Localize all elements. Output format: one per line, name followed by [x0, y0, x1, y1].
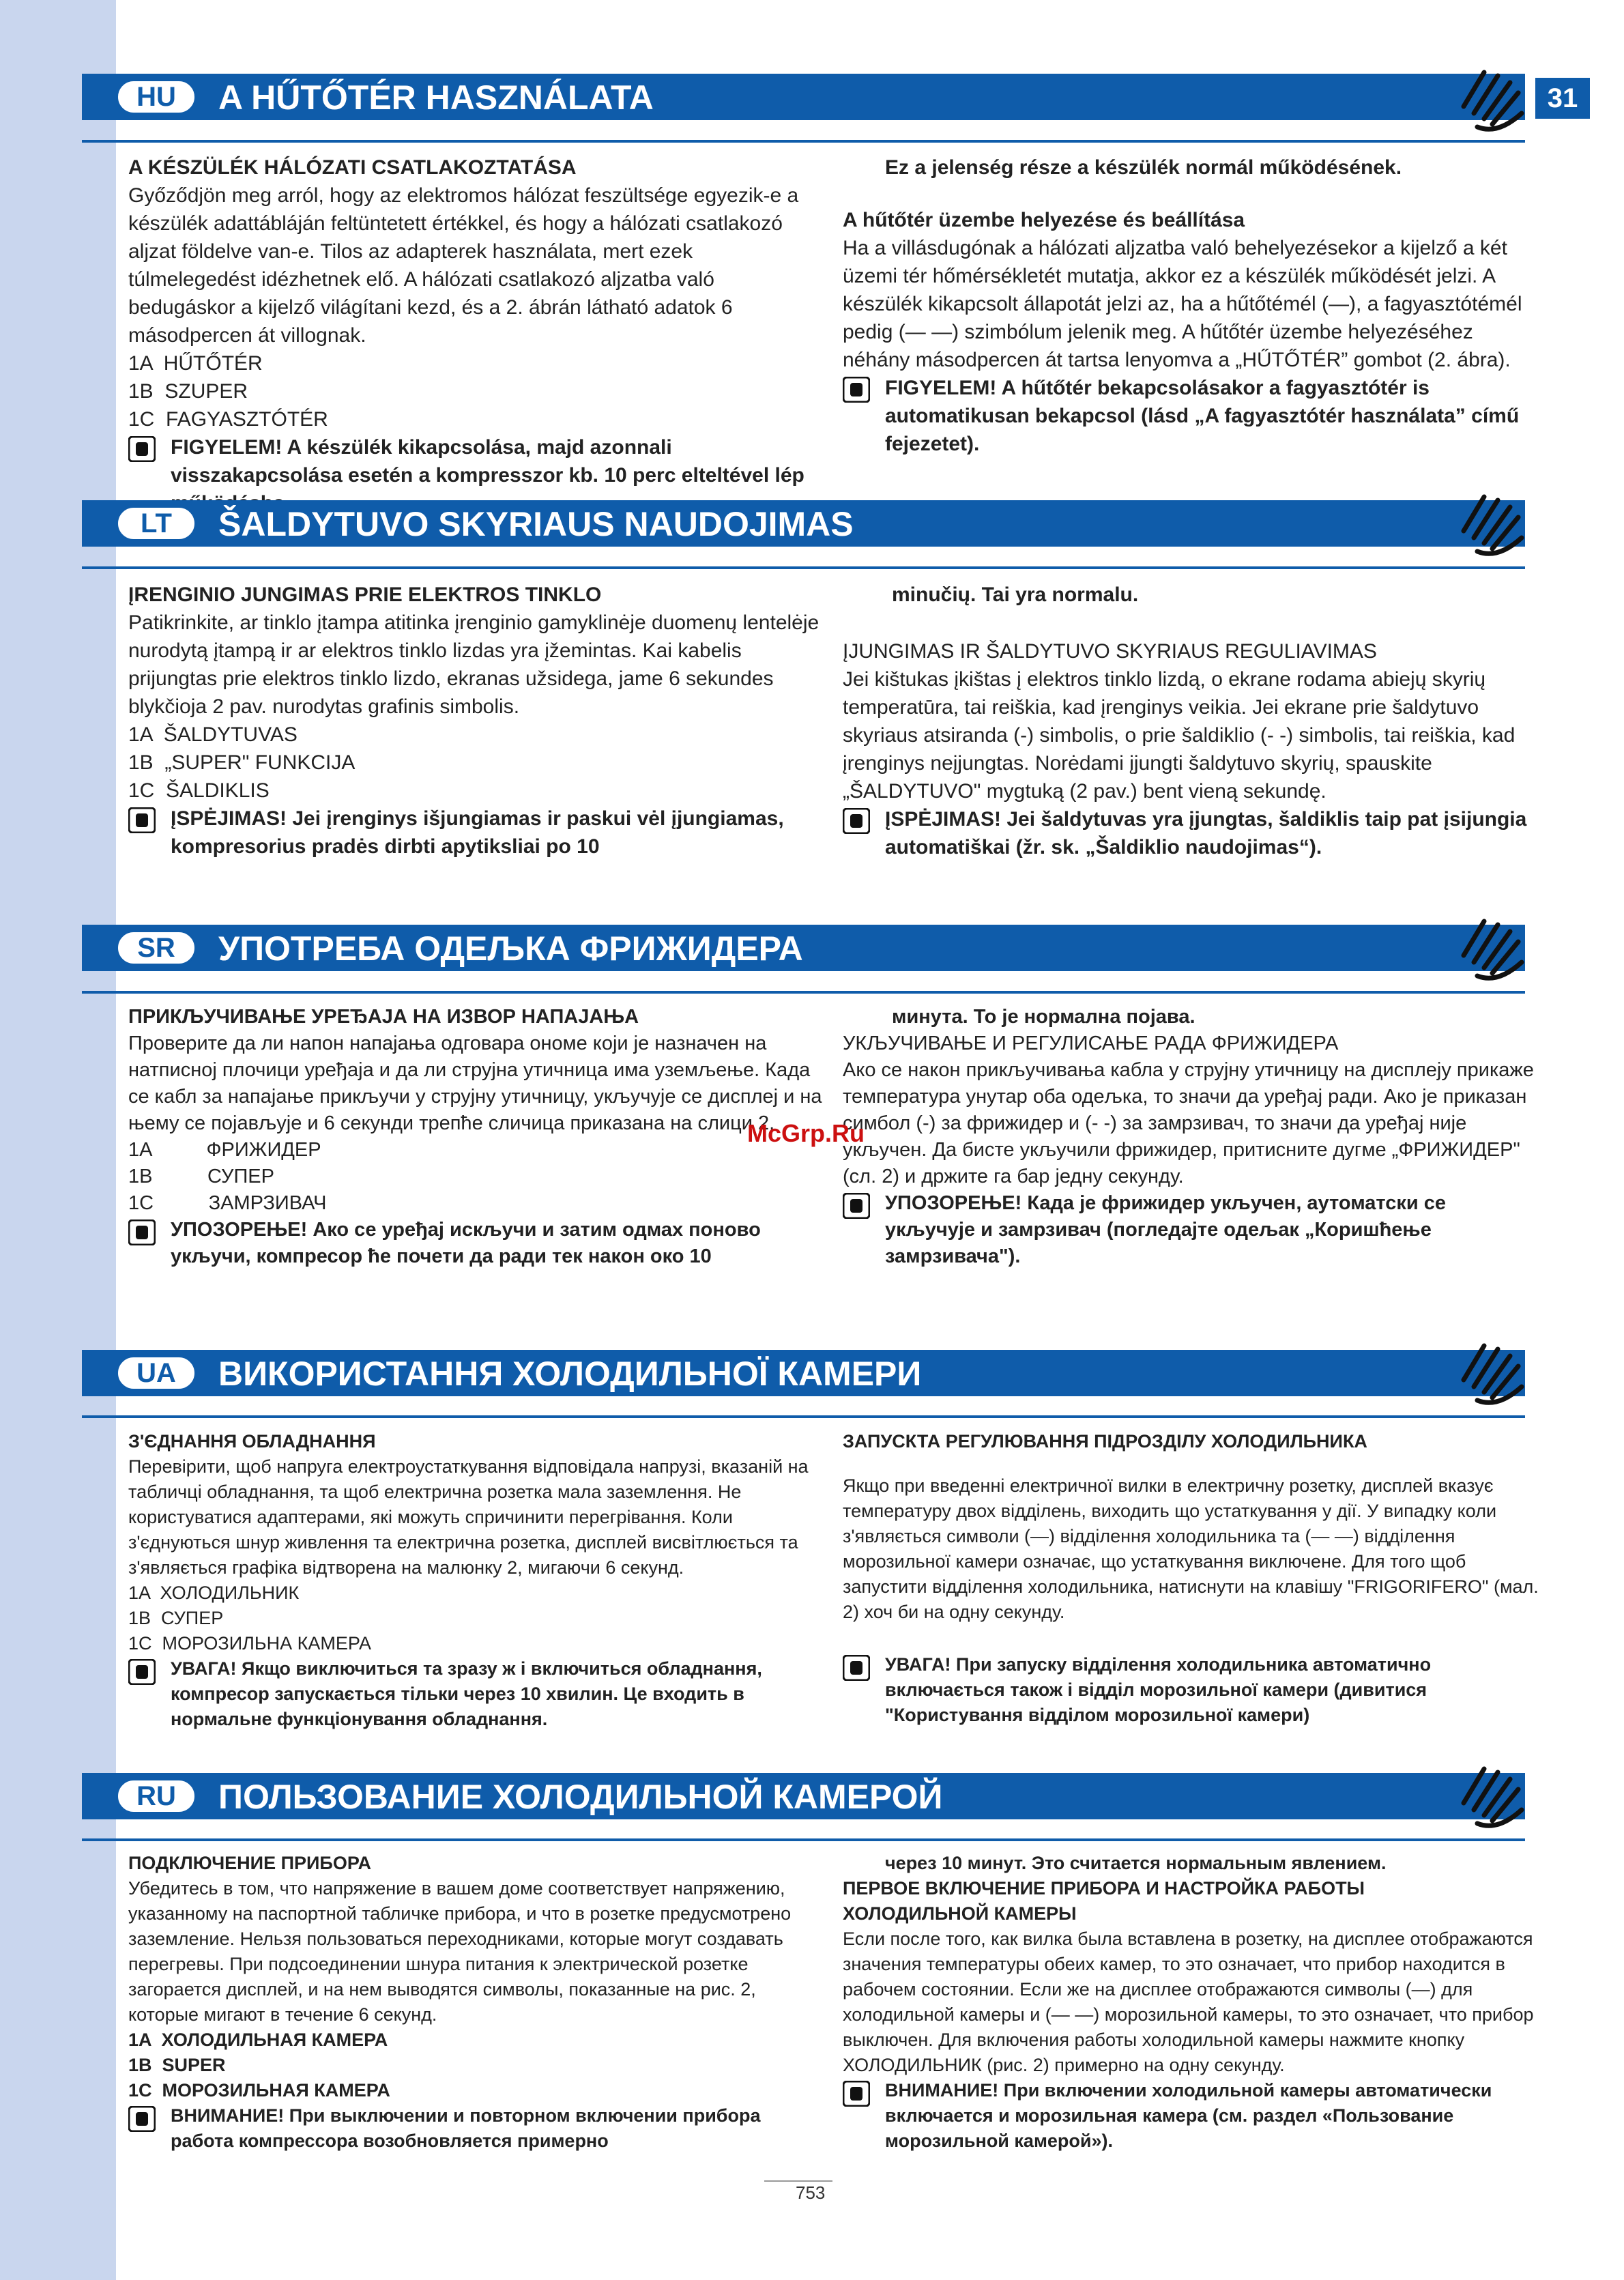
lt-right-continuation: minučių. Tai yra normalu.: [892, 583, 1139, 606]
hu-left-heading: A KÉSZÜLÉK HÁLÓZATI CSATLAKOZTATÁSA: [128, 156, 577, 179]
lang-badge-ru: RU: [116, 1778, 197, 1814]
section-title-hu: A HŰTŐTÉR HASZNÁLATA: [218, 78, 654, 117]
lt-left-warning: [128, 805, 824, 861]
ua-right-column: [843, 1429, 1539, 1728]
lang-badge-ua: UA: [116, 1355, 197, 1391]
lang-badge-hu: HU: [116, 79, 197, 115]
lt-right-warning: [843, 805, 1539, 861]
hand-icon: [1450, 908, 1532, 990]
ua-right-warning: [843, 1652, 1539, 1728]
hu-list-item: 1B SZUPER: [128, 380, 248, 403]
section-rule: [82, 991, 1525, 994]
section-title-sr: УПОТРЕБА ОДЕЉКА ФРИЖИДЕРА: [218, 929, 803, 968]
section-title-ua: ВИКОРИСТАННЯ ХОЛОДИЛЬНОЇ КАМЕРИ: [218, 1355, 922, 1393]
hu-right-warning: [843, 374, 1539, 458]
ru-right-warning: [843, 2078, 1539, 2154]
ru-left-body: Убедитесь в том, что напряжение в вашем доме соответствует напряжению, указанному на паспортной табличке прибора, и что в розетке предусмотрено заземление. Нельзя пользоваться переходниками, которые могут создавать перегревы. При подсоединении шнура питания к электрической розетке загорается дисплей, и на нем выводятся символы, показанные на рис. 2, которые мигают в течение 6 секунд.: [128, 1878, 792, 2025]
lt-list-item: 1B „SUPER" FUNKCIJA: [128, 751, 356, 774]
ua-left-warning: [128, 1656, 824, 1732]
ua-right-heading: ЗАПУСКТА РЕГУЛЮВАННЯ ПІДРОЗДІЛУ ХОЛОДИЛЬНИКА: [843, 1431, 1367, 1452]
lt-right-heading: ĮJUNGIMAS IR ŠALDYTUVO SKYRIAUS REGULIAVIMAS: [843, 640, 1377, 663]
footer-divider: [764, 2180, 832, 2182]
sr-left-warning: [128, 1217, 824, 1270]
warning-hand-icon: [843, 808, 870, 834]
section-header-ua: [82, 1350, 1525, 1396]
hu-left-body: Győződjön meg arról, hogy az elektromos hálózat feszültsége egyezik-e a készülék adattábláján feltüntetett értékkel, és hogy a hálózati csatlakozó aljzat földelve van-e. Tilos az adapterek használata, mert ezek túlmelegedést idézhetnek elő. A hálózati csatlakozó aljzatba való bedugáskor a kijelző világítani kezd, és a 2. ábrán látható adatok 6 másodpercen át villognak.: [128, 184, 799, 347]
ua-list-item: 1A ХОЛОДИЛЬНИК: [128, 1583, 300, 1603]
lt-right-column: [843, 581, 1539, 861]
ru-right-continuation: через 10 минут. Это считается нормальным явлением.: [885, 1853, 1387, 1873]
hand-icon: [1450, 59, 1532, 141]
section-title-lt: ŠALDYTUVO SKYRIAUS NAUDOJIMAS: [218, 505, 854, 543]
left-color-strip: [0, 0, 116, 2280]
warning-hand-icon: [843, 1655, 870, 1681]
ru-left-warning-text: ВНИМАНИЕ! При выключении и повторном включении прибора работа компрессора возобновляется примерно: [171, 2105, 761, 2151]
section-header-lt: [82, 500, 1525, 547]
section-header-sr: [82, 925, 1525, 971]
sr-list-item: 1A ФРИЖИДЕР: [128, 1139, 321, 1161]
ru-right-heading: ПЕРВОЕ ВКЛЮЧЕНИЕ ПРИБОРА И НАСТРОЙКА РАБОТЫ ХОЛОДИЛЬНОЙ КАМЕРЫ: [843, 1878, 1365, 1924]
ru-left-warning: [128, 2103, 824, 2154]
lt-left-column: [128, 581, 824, 861]
warning-hand-icon: [843, 1193, 870, 1219]
ru-list-item: 1A ХОЛОДИЛЬНАЯ КАМЕРА: [128, 2030, 388, 2050]
lt-list-item: 1A ŠALDYTUVAS: [128, 723, 298, 746]
ua-left-column: [128, 1429, 824, 1732]
ua-list-item: 1B СУПЕР: [128, 1608, 224, 1628]
hu-right-body: Ha a villásdugónak a hálózati aljzatba való behelyezésekor a kijelző a két üzemi tér hőmérsékletét mutatja, akkor ez a készülék működését jelzi. A készülék kikapcsolt állapotát jelzi az, ha a hűtőtémél (—), a fagyasztótémél pedig (— —) szimbólum jelenik meg. A hűtőtér üzembe helyezéséhez néhány másodpercen át tartsa lenyomva a „HŰTŐTÉR” gombot (2. ábra).: [843, 237, 1522, 371]
hu-right-column: [843, 154, 1539, 458]
hu-list-item: 1A HŰTŐTÉR: [128, 352, 263, 375]
lang-badge-lt: LT: [116, 506, 197, 541]
lt-left-heading: ĮRENGINIO JUNGIMAS PRIE ELEKTROS TINKLO: [128, 583, 602, 606]
warning-hand-icon: [128, 1220, 156, 1245]
ru-list-item: 1B SUPER: [128, 2055, 226, 2075]
sr-left-body: Проверите да ли напон напајања одговара ономе који је назначен на натписној плочици уређаја и да ли струјна утичница има уземљење. Када се кабл за напајање прикључи у струјну утичницу, укључује се дисплеј и на њему се појављује и 6 секунди трепће сличица приказана на слици 2.: [128, 1033, 822, 1134]
sr-right-body: Ако се након прикључивања кабла у струјну утичницу на дисплеју прикаже температура унутар оба одељка, то значи да уређај ради. Ако је приказан симбол (-) за фрижидер и (- -) за замрзивач, то значи да уређај није укључен. Да бисте укључили фрижидер, притисните дугме „ФРИЖИДЕР" (сл. 2) и држите га бар једну секунду.: [843, 1059, 1534, 1187]
ua-left-warning-text: УВАГА! Якщо виключиться та зразу ж і включиться обладнання, компресор запускається тільки через 10 хвилин. Це входить в нормальне функціонування обладнання.: [171, 1658, 762, 1729]
lt-left-body: Patikrinkite, ar tinklo įtampa atitinka įrenginio gamyklinėje duomenų lentelėje nurodytą įtampą ir ar elektros tinklo lizdas yra įžemintas. Kai kabelis prijungtas prie elektros tinklo lizdo, ekranas užsidega, jame 6 sekundes blykčioja 2 pav. nurodytas grafinis simbolis.: [128, 611, 820, 718]
section-title-ru: ПОЛЬЗОВАНИЕ ХОЛОДИЛЬНОЙ КАМЕРОЙ: [218, 1778, 943, 1816]
section-header-ru: [82, 1773, 1525, 1819]
sr-right-heading: УКЉУЧИВАЊЕ И РЕГУЛИСАЊЕ РАДА ФРИЖИДЕРА: [843, 1033, 1339, 1054]
ua-right-warning-text: УВАГА! При запуску відділення холодильника автоматично включається також і відділ морозильної камери (дивитися "Користування відділом морозильної камери): [885, 1654, 1432, 1725]
lang-badge-sr: SR: [116, 930, 197, 966]
section-rule: [82, 1838, 1525, 1841]
sr-left-warning-text: УПОЗОРЕЊЕ! Ако се уређај искључи и затим одмах поново укључи, компресор ће почети да ради тек након око 10: [171, 1219, 761, 1267]
lt-right-body: Jei kištukas įkištas į elektros tinklo lizdą, o ekrane rodama abiejų skyrių temperatūra, tai reiškia, kad įrenginys veikia. Jei ekrane prie šaldytuvo skyriaus atsiranda (-) simbolis, o prie šaldiklio (- -) simbolis, tai reiškia, kad įrenginys neįjungtas. Norėdami įjungti šaldytuvo skyrių, spauskite „ŠALDYTUVO" mygtuką (2 pav.) bent vieną sekundę.: [843, 668, 1516, 803]
warning-hand-icon: [843, 377, 870, 403]
ua-left-body: Перевірити, щоб напруга електроустаткування відповідала напрузі, вказаній на табличці обладнання, та щоб електрична розетка мала заземлення. Не користуватися адаптерами, які можуть спричинити перегрівання. Коли з'єднуються шнур живлення та електрична розетка, дисплей висвітлюється та з'являється графіка відтворена на малюнку 2, мигаючи 6 секунд.: [128, 1456, 809, 1578]
ru-left-heading: ПОДКЛЮЧЕНИЕ ПРИБОРА: [128, 1853, 371, 1873]
watermark: McGrp.Ru: [747, 1119, 865, 1147]
hu-list-item: 1C FAGYASZTÓTÉR: [128, 408, 328, 431]
lt-left-warning-text: ĮSPĖJIMAS! Jei įrenginys išjungiamas ir paskui vėl įjungiamas, kompresorius pradės dirbti apytiksliai po 10: [171, 807, 784, 858]
section-rule: [82, 140, 1525, 143]
sr-list-item: 1B СУПЕР: [128, 1166, 274, 1187]
hand-icon: [1450, 483, 1532, 565]
sr-left-heading: ПРИКЉУЧИВАЊЕ УРЕЂАЈА НА ИЗВОР НАПАЈАЊА: [128, 1006, 639, 1028]
sr-right-continuation: минута. То је нормална појава.: [892, 1006, 1195, 1028]
ua-right-body: Якщо при введенні електричної вилки в електричну розетку, дисплей вказує температуру двох відділень, виходить що устаткування у дії. У випадку коли з'являється символи (—) відділення холодильника та (— —) відділення морозильної камери означає, що устаткування виключене. Для того щоб запустити відділення холодильника, натиснути на клавішу "FRIGORIFERO" (мал. 2) хоч би на одну секунду.: [843, 1475, 1539, 1622]
sr-list-item: 1C ЗАМРЗИВАЧ: [128, 1192, 327, 1214]
ru-right-warning-text: ВНИМАНИЕ! При включении холодильной камеры автоматически включается и морозильная камера (см. раздел «Пользование морозильной камерой»).: [885, 2080, 1492, 2151]
footer-page-number: 753: [796, 2182, 826, 2203]
sr-left-column: [128, 1004, 824, 1270]
warning-hand-icon: [128, 436, 156, 462]
lt-list-item: 1C ŠALDIKLIS: [128, 779, 270, 802]
hand-icon: [1450, 1332, 1532, 1414]
section-rule: [82, 1415, 1525, 1418]
section-header-hu: [82, 74, 1525, 120]
ru-right-body: Если после того, как вилка была вставлена в розетку, на дисплее отображаются значения температуры обеих камер, то это означает, что прибор находится в рабочем состоянии. Если же на дисплее отображаются символы (—) для холодильной камеры и (— —) морозильной камеры, то это означает, что прибор выключен. Для включения работы холодильной камеры нажмите кнопку ХОЛОДИЛЬНИК (рис. 2) примерно на одну секунду.: [843, 1929, 1534, 2075]
hu-left-warning-text: FIGYELEM! A készülék kikapcsolása, majd azonnali visszakapcsolása esetén a kompresszor kb. 10 perc elteltével lép: [171, 436, 804, 487]
hand-icon: [1450, 1755, 1532, 1837]
warning-hand-icon: [128, 2106, 156, 2132]
ua-left-heading: З'ЄДНАННЯ ОБЛАДНАННЯ: [128, 1431, 376, 1452]
sr-right-warning: [843, 1190, 1539, 1270]
lt-right-warning-text: ĮSPĖJIMAS! Jei šaldytuvas yra įjungtas, šaldiklis taip pat įsijungia automatiškai (žr. sk. „Šaldiklio naudojimas“).: [885, 808, 1527, 858]
ua-list-item: 1C МОРОЗИЛЬНА КАМЕРА: [128, 1633, 372, 1654]
warning-hand-icon: [128, 1659, 156, 1685]
hu-right-heading: A hűtőtér üzembe helyezése és beállítása: [843, 209, 1245, 231]
sr-right-column: [843, 1004, 1539, 1270]
ru-left-column: [128, 1851, 824, 2154]
hu-right-warning-text: FIGYELEM! A hűtőtér bekapcsolásakor a fagyasztótér is automatikusan bekapcsol (lásd „A fagyasztótér használata” című fejezetet).: [885, 377, 1520, 455]
hu-right-continuation: Ez a jelenség része a készülék normál működésének.: [885, 156, 1402, 179]
ru-right-column: [843, 1851, 1539, 2154]
page-number: 31: [1535, 78, 1590, 119]
section-rule: [82, 566, 1525, 569]
ru-list-item: 1C МОРОЗИЛЬНАЯ КАМЕРА: [128, 2080, 390, 2101]
warning-hand-icon: [128, 807, 156, 833]
hu-left-column: [128, 154, 824, 517]
warning-hand-icon: [843, 2081, 870, 2107]
sr-right-warning-text: УПОЗОРЕЊЕ! Када је фрижидер укључен, аутоматски се укључује и замрзивач (погледајте одељак „Коришћење замрзивача").: [885, 1192, 1446, 1267]
